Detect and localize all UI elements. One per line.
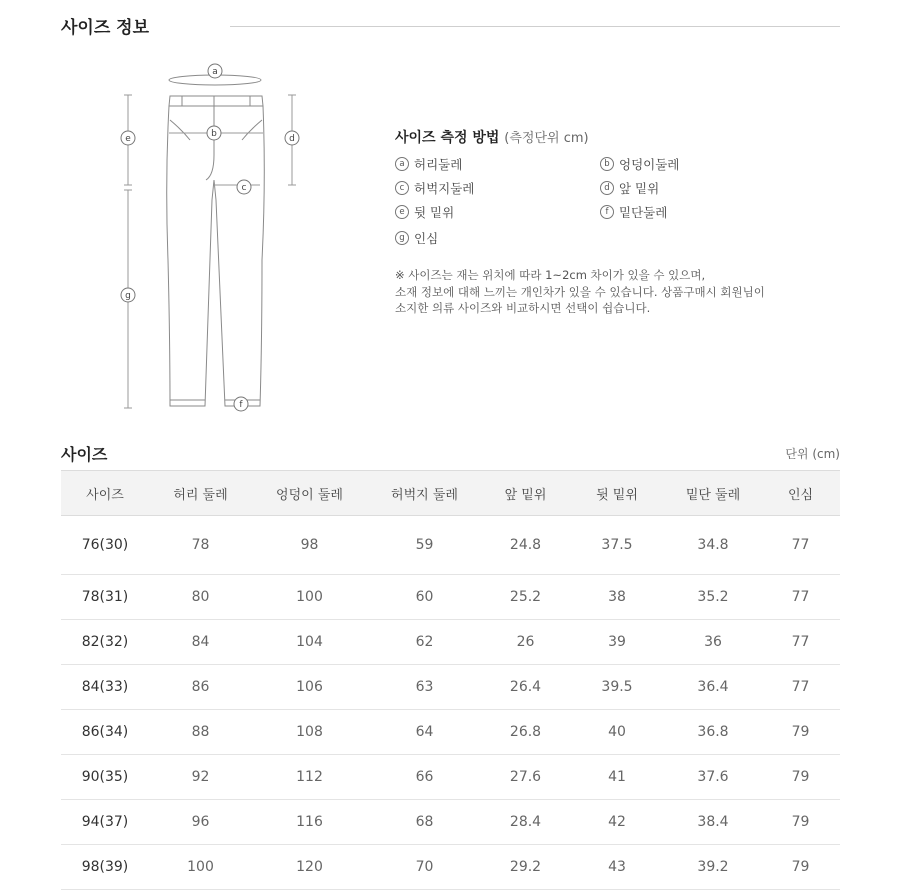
measurement-cell: 86 <box>149 665 252 710</box>
measurement-cell: 39 <box>569 620 665 665</box>
marker-c <box>237 180 251 194</box>
measurement-cell: 37.5 <box>569 516 665 575</box>
marker-e-icon: e <box>395 205 409 219</box>
column-header: 허리 둘레 <box>149 471 252 516</box>
legend-item-f: f 밑단둘레 <box>600 203 667 221</box>
table-row <box>61 710 840 755</box>
method-unit: (측정단위 cm) <box>504 131 589 146</box>
marker-g <box>121 288 135 302</box>
measurement-cell: 24.8 <box>482 516 569 575</box>
marker-b-icon: b <box>600 157 614 171</box>
measurement-cell: 100 <box>252 575 367 620</box>
column-header: 밑단 둘레 <box>665 471 761 516</box>
measurement-cell: 64 <box>367 710 482 755</box>
measurement-cell: 28.4 <box>482 800 569 845</box>
size-cell: 78(31) <box>61 575 149 620</box>
marker-g-icon: g <box>395 231 409 245</box>
measurement-cell: 88 <box>149 710 252 755</box>
marker-d-icon: d <box>600 181 614 195</box>
marker-a <box>208 64 222 78</box>
table-row <box>61 845 840 890</box>
measurement-cell: 66 <box>367 755 482 800</box>
marker-d <box>285 131 299 145</box>
measurement-cell: 42 <box>569 800 665 845</box>
table-row <box>61 575 840 620</box>
size-cell: 82(32) <box>61 620 149 665</box>
svg-text:f: f <box>239 400 243 410</box>
measurement-cell: 68 <box>367 800 482 845</box>
measurement-cell: 36 <box>665 620 761 665</box>
measurement-cell: 79 <box>761 755 840 800</box>
column-header: 앞 밑위 <box>482 471 569 516</box>
legend-item-g: g 인심 <box>395 229 438 247</box>
measurement-cell: 34.8 <box>665 516 761 575</box>
measurement-cell: 108 <box>252 710 367 755</box>
column-header: 인심 <box>761 471 840 516</box>
measurement-cell: 79 <box>761 710 840 755</box>
svg-text:e: e <box>125 134 131 144</box>
measurement-method <box>395 127 815 315</box>
measurement-cell: 77 <box>761 665 840 710</box>
measurement-cell: 41 <box>569 755 665 800</box>
column-header: 뒷 밑위 <box>569 471 665 516</box>
measurement-cell: 26.8 <box>482 710 569 755</box>
size-table <box>61 470 840 890</box>
measurement-cell: 25.2 <box>482 575 569 620</box>
svg-text:c: c <box>241 183 247 193</box>
measurement-cell: 43 <box>569 845 665 890</box>
measurement-cell: 40 <box>569 710 665 755</box>
measurement-cell: 80 <box>149 575 252 620</box>
measurement-cell: 36.8 <box>665 710 761 755</box>
marker-f-icon: f <box>600 205 614 219</box>
measurement-cell: 37.6 <box>665 755 761 800</box>
pants-diagram <box>110 60 320 420</box>
measurement-cell: 26.4 <box>482 665 569 710</box>
measurement-cell: 38.4 <box>665 800 761 845</box>
measurement-cell: 27.6 <box>482 755 569 800</box>
size-note: ※ 사이즈는 재는 위치에 따라 1~2cm 차이가 있을 수 있으며, 소재 정보에 대해 느끼는 개인차가 있을 수 있습니다. 상품구매시 회원님이 소지한 의류 사이즈와 비교하시면 선택이 쉽습니다. <box>395 268 765 315</box>
measurement-cell: 59 <box>367 516 482 575</box>
measurement-cell: 104 <box>252 620 367 665</box>
measurement-cell: 29.2 <box>482 845 569 890</box>
table-row <box>61 516 840 575</box>
column-header: 허벅지 둘레 <box>367 471 482 516</box>
legend-item-b: b 엉덩이둘레 <box>600 155 679 173</box>
size-cell: 94(37) <box>61 800 149 845</box>
marker-b <box>207 126 221 140</box>
legend-item-e: e 뒷 밑위 <box>395 203 454 221</box>
measurement-cell: 60 <box>367 575 482 620</box>
measurement-cell: 116 <box>252 800 367 845</box>
section-title: 사이즈 정보 <box>61 18 150 38</box>
size-cell: 98(39) <box>61 845 149 890</box>
table-header-row <box>61 471 840 516</box>
svg-text:g: g <box>125 291 131 301</box>
size-cell: 84(33) <box>61 665 149 710</box>
size-table-unit: 단위 (cm) <box>785 447 840 461</box>
svg-text:a: a <box>212 67 218 77</box>
column-header: 사이즈 <box>61 471 149 516</box>
measurement-cell: 26 <box>482 620 569 665</box>
measurement-cell: 96 <box>149 800 252 845</box>
table-row <box>61 665 840 710</box>
measurement-cell: 84 <box>149 620 252 665</box>
method-title: 사이즈 측정 방법 (측정단위 cm) <box>395 130 589 146</box>
marker-c-icon: c <box>395 181 409 195</box>
marker-f <box>234 397 248 411</box>
measurement-cell: 79 <box>761 845 840 890</box>
measurement-cell: 77 <box>761 620 840 665</box>
marker-e <box>121 131 135 145</box>
size-cell: 90(35) <box>61 755 149 800</box>
size-cell: 76(30) <box>61 516 149 575</box>
measurement-cell: 77 <box>761 516 840 575</box>
table-row <box>61 800 840 845</box>
table-row <box>61 755 840 800</box>
svg-text:d: d <box>289 134 295 144</box>
measurement-cell: 106 <box>252 665 367 710</box>
measurement-cell: 36.4 <box>665 665 761 710</box>
measurement-cell: 63 <box>367 665 482 710</box>
measurement-legend <box>395 155 815 265</box>
svg-text:b: b <box>211 129 217 139</box>
measurement-cell: 38 <box>569 575 665 620</box>
measurement-cell: 98 <box>252 516 367 575</box>
measurement-cell: 100 <box>149 845 252 890</box>
legend-item-c: c 허벅지둘레 <box>395 179 474 197</box>
measurement-cell: 112 <box>252 755 367 800</box>
marker-a-icon: a <box>395 157 409 171</box>
measurement-cell: 39.5 <box>569 665 665 710</box>
measurement-cell: 70 <box>367 845 482 890</box>
size-cell: 86(34) <box>61 710 149 755</box>
size-table-title: 사이즈 <box>61 445 108 464</box>
table-row <box>61 620 840 665</box>
measurement-cell: 62 <box>367 620 482 665</box>
measurement-cell: 77 <box>761 575 840 620</box>
measurement-cell: 39.2 <box>665 845 761 890</box>
measurement-cell: 35.2 <box>665 575 761 620</box>
measurement-cell: 120 <box>252 845 367 890</box>
legend-item-d: d 앞 밑위 <box>600 179 659 197</box>
column-header: 엉덩이 둘레 <box>252 471 367 516</box>
legend-item-a: a 허리둘레 <box>395 155 462 173</box>
measurement-cell: 79 <box>761 800 840 845</box>
measurement-cell: 92 <box>149 755 252 800</box>
title-divider <box>230 26 840 27</box>
measurement-cell: 78 <box>149 516 252 575</box>
